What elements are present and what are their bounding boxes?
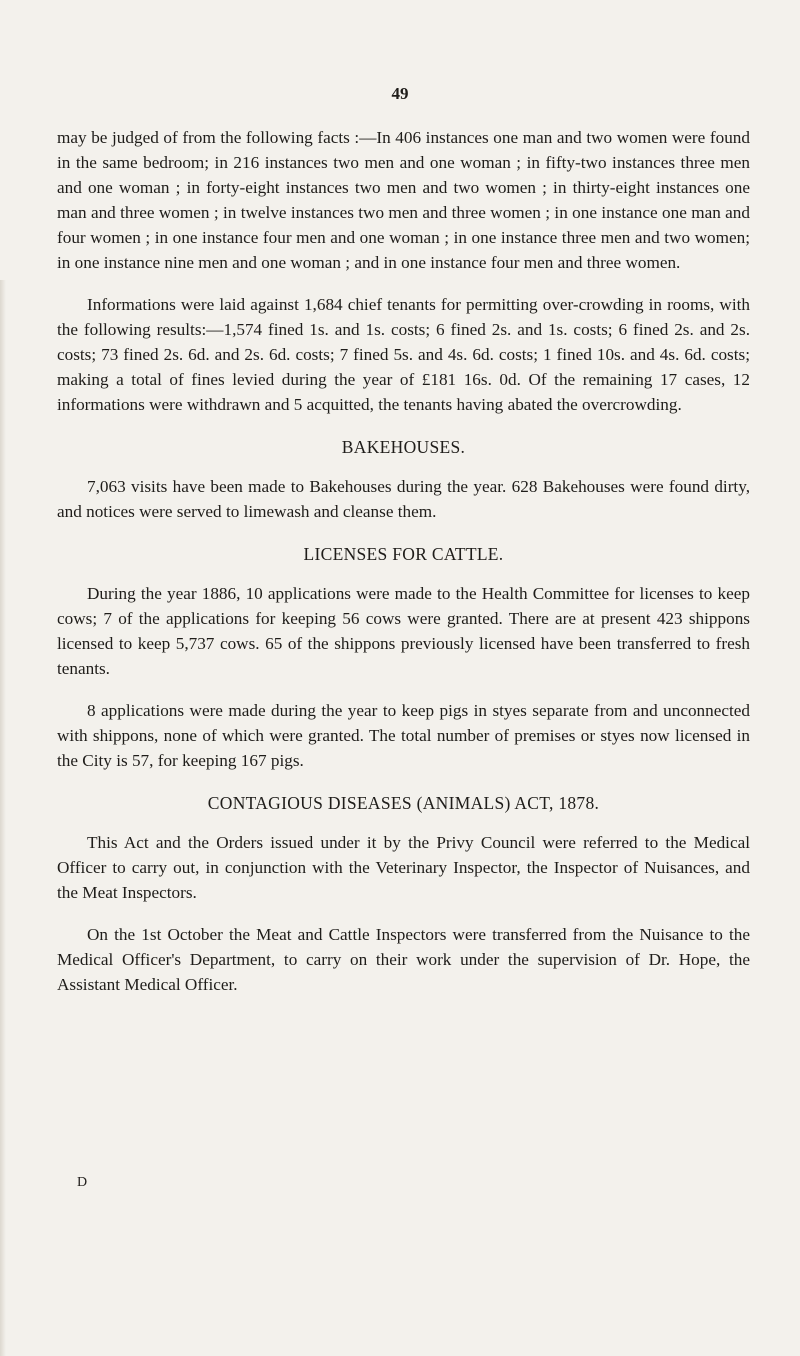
bakehouses-paragraph: 7,063 visits have been made to Bakehouses during the year. 628 Bakehouses were found dirty, and notices were served to limewash and cleanse them. <box>57 477 750 521</box>
contagious-diseases-paragraph-1: This Act and the Orders issued under it by the Privy Council were referred to the Medical Officer to carry out, in conjunction with the Veterinary Inspector, the Inspector of Nuisances, and the Meat Inspectors. <box>57 833 750 902</box>
page-body <box>57 125 750 997</box>
licenses-cattle-paragraph-1: During the year 1886, 10 applications were made to the Health Committee for licenses to keep cows; 7 of the applications for keeping 56 cows were granted. There are at present 423 shippons licensed to keep 5,737 cows. 65 of the shippons previously licensed have been transferred to fresh tenants. <box>57 584 750 678</box>
licenses-cattle-heading: LICENSES FOR CATTLE. <box>303 544 504 564</box>
contagious-diseases-heading: CONTAGIOUS DISEASES (ANIMALS) ACT, 1878. <box>207 793 600 813</box>
signature-mark: D <box>77 1175 88 1190</box>
licenses-cattle-paragraph-2: 8 applications were made during the year to keep pigs in styes separate from and unconnected with shippons, none of which were granted. The total number of premises or styes now licensed in the City is 57, for keeping 167 pigs. <box>57 701 750 770</box>
page-edge-shadow <box>0 280 6 1356</box>
contagious-diseases-paragraph-2: On the 1st October the Meat and Cattle Inspectors were transferred from the Nuisance to the Medical Officer's Department, to carry on their work under the supervision of Dr. Hope, the Assistant Medical Officer. <box>57 925 750 994</box>
informations-paragraph: Informations were laid against 1,684 chief tenants for permitting over-crowding in rooms, with the following results:—1,574 fined 1s. and 1s. costs; 6 fined 2s. and 1s. costs; 6 fined 2s. and 2s. costs; 73 fined 2s. 6d. and 2s. 6d. costs; 7 fined 5s. and 4s. 6d. costs; 1 fined 10s. and 4s. 6d. costs; making a total of fines levied during the year of £181 16s. 0d. Of the remaining 17 cases, 12 informations were withdrawn and 5 acquitted, the tenants having abated the overcrowding. <box>57 295 750 414</box>
bakehouses-heading: BAKEHOUSES. <box>341 437 466 457</box>
intro-paragraph: may be judged of from the following facts :—In 406 instances one man and two women were found in the same bedroom; in 216 instances two men and one woman ; in fifty-two instances three men and one woman ; in forty-eight instances two men and two women ; in thirty-eight instances one man and three women ; in twelve instances two men and three women ; in one instance one man and four women ; in one instance four men and one woman ; in one instance three men and two women; in one instance nine men and one woman ; and in one instance four men and three women. <box>57 128 750 272</box>
page-number: 49 <box>391 84 409 103</box>
